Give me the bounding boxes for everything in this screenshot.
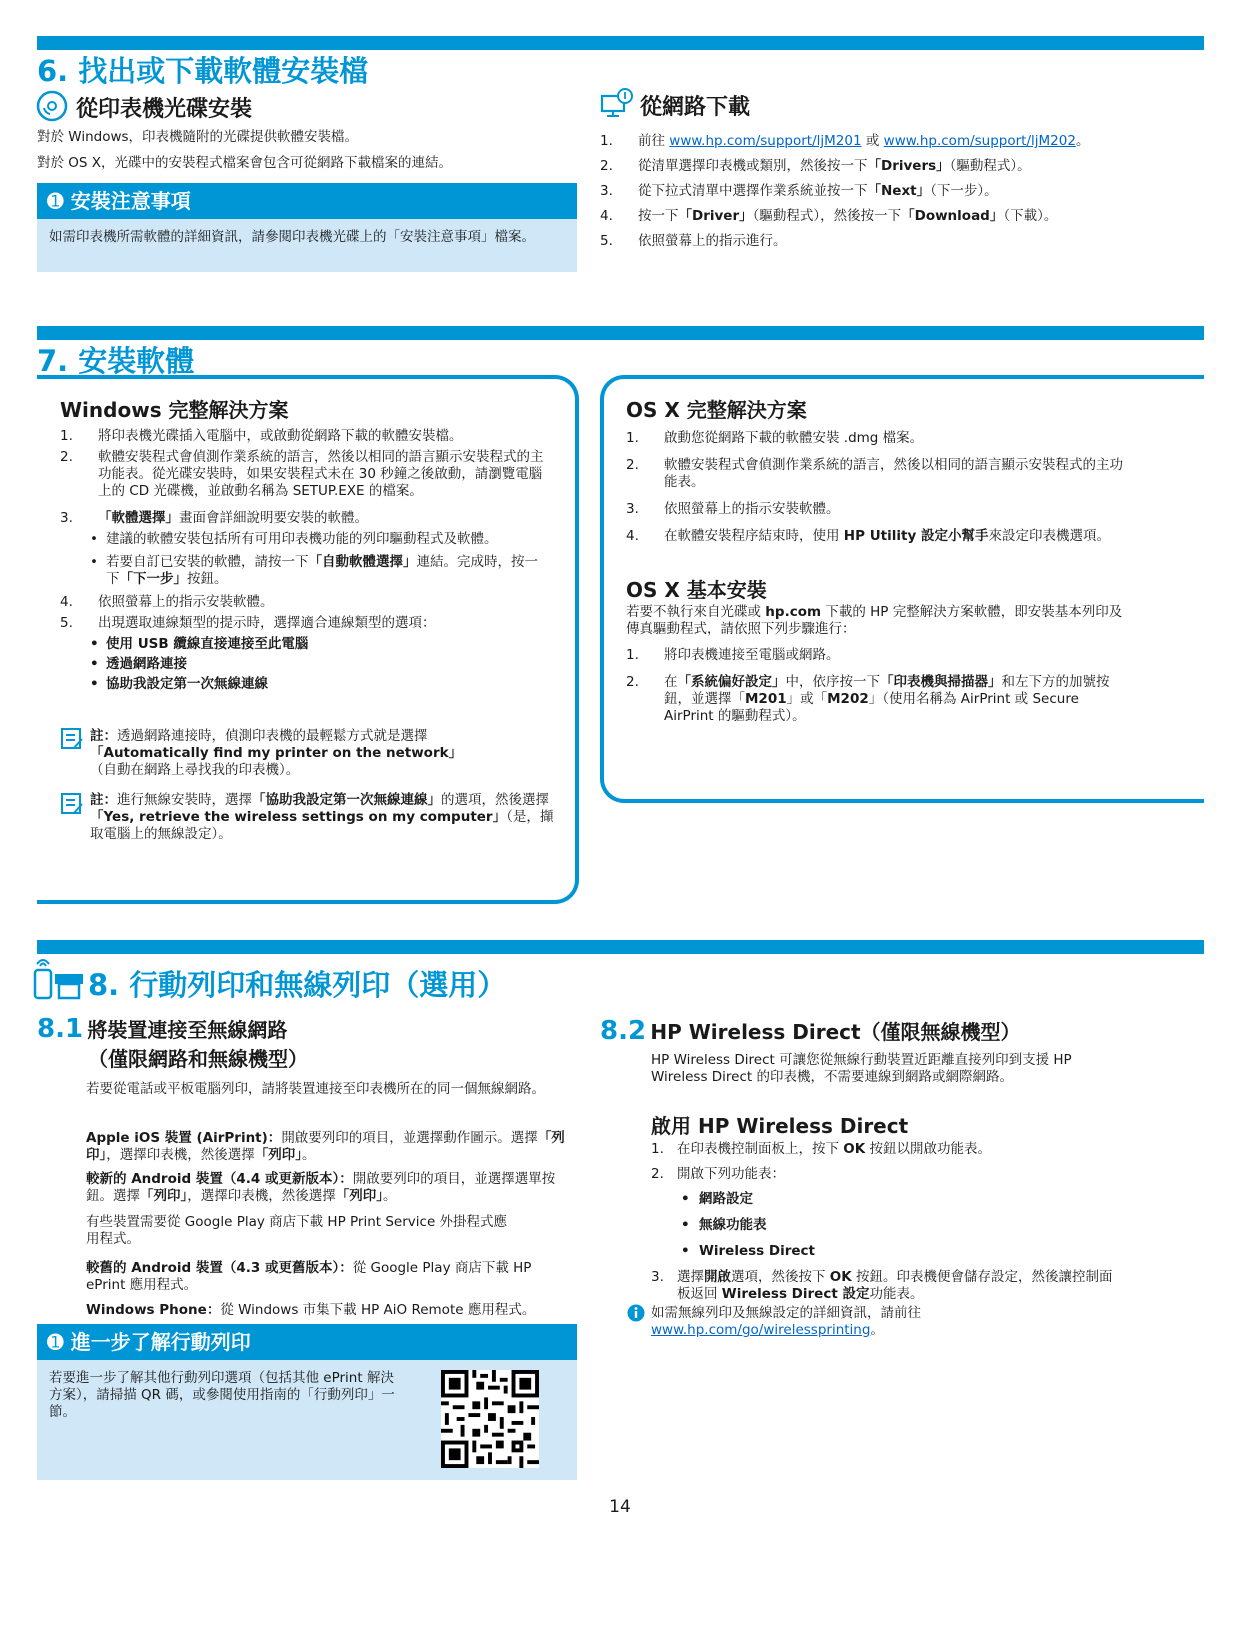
learn-mobile-body: 若要進一步了解其他行動列印選項（包括其他 ePrint 解決方案），請掃描 QR 碼，或參閱使用指南的「行動列印」一節。 bbox=[37, 1360, 577, 1480]
windows-steps bbox=[60, 428, 550, 696]
menu-network-setup: • 網路設定 bbox=[681, 1191, 753, 1207]
list-item: 5. 依照螢幕上的指示進行。 bbox=[600, 233, 787, 249]
info-icon bbox=[627, 1304, 645, 1322]
list-item: 4. 按一下「Driver」（驅動程式），然後按一下「Download」（下載）。 bbox=[600, 208, 1058, 224]
s81-windows-phone: Windows Phone：從 Windows 市集下載 HP AiO Remote 應用程式。 bbox=[86, 1302, 536, 1318]
osx-basic-steps bbox=[626, 647, 1126, 735]
section-8-1-subheading: （僅限網路和無線機型） bbox=[88, 1047, 308, 1071]
windows-note-1: 註：透過網路連接時，偵測印表機的最輕鬆方式就是選擇 「Automatically find my printer on the network」 （自動在網路上尋找我的印表機）。 bbox=[90, 728, 463, 778]
qr-code[interactable] bbox=[441, 1370, 539, 1468]
section-8-bar bbox=[37, 940, 1204, 954]
list-item: 2. 開啟下列功能表： bbox=[651, 1166, 785, 1182]
list-item: • 建議的軟體安裝包括所有可用印表機功能的列印驅動程式及軟體。 bbox=[90, 531, 498, 547]
windows-heading: Windows 完整解決方案 bbox=[60, 398, 289, 422]
cd-line-1: 對於 Windows，印表機隨附的光碟提供軟體安裝檔。 bbox=[37, 129, 359, 145]
install-notes-body: 如需印表機所需軟體的詳細資訊，請參閱印表機光碟上的「安裝注意事項」檔案。 bbox=[37, 219, 577, 272]
page-number: 14 bbox=[609, 1497, 631, 1517]
connection-option-network: • 透過網路連接 bbox=[90, 656, 187, 672]
note-icon bbox=[60, 792, 86, 816]
section-6-title: 6. 找出或下載軟體安裝檔 bbox=[37, 54, 369, 88]
list-item: 3. 選擇開啟選項，然後按下 OK 按鈕。印表機便會儲存設定，然後讓控制面板返回 Wireless Direct 設定功能表。 bbox=[651, 1269, 1113, 1302]
section-8-title: 8. 行動列印和無線列印（選用） bbox=[88, 968, 507, 1002]
menu-wireless: • 無線功能表 bbox=[681, 1217, 767, 1233]
learn-mobile-header bbox=[37, 1324, 577, 1360]
list-item: 5. 出現選取連線類型的提示時，選擇適合連線類型的選項： bbox=[60, 615, 436, 631]
osx-steps bbox=[626, 430, 1126, 555]
mobile-wireless-icon bbox=[33, 954, 85, 1004]
section-8-2-heading: 8.2 HP Wireless Direct（僅限無線機型） bbox=[600, 1016, 1021, 1046]
wireless-direct-steps bbox=[651, 1141, 1121, 1313]
s82-intro: HP Wireless Direct 可讓您從無線行動裝置近距離直接列印到支援 HP Wireless Direct 的印表機，不需要連線到網路或網際網路。 bbox=[651, 1052, 1072, 1085]
menu-wireless-direct: • Wireless Direct bbox=[681, 1243, 815, 1259]
learn-mobile-title: 進一步了解行動列印 bbox=[70, 1330, 251, 1354]
list-item: 4. 在軟體安裝程序結束時，使用 HP Utility 設定小幫手來設定印表機選項。 bbox=[626, 528, 1110, 544]
section-7-bar bbox=[37, 326, 1204, 340]
install-notes-title: 安裝注意事項 bbox=[70, 189, 191, 213]
list-item: 3. 從下拉式清單中選擇作業系統並按一下「Next」（下一步）。 bbox=[600, 183, 998, 199]
computer-download-icon bbox=[600, 88, 636, 122]
list-item: 2. 軟體安裝程式會偵測作業系統的語言，然後以相同的語言顯示安裝程式的主功能表。 bbox=[626, 457, 1123, 490]
s81-android-new: 較新的 Android 裝置（4.4 或更新版本）：開啟要列印的項目，並選擇選單按鈕。選擇「列印」，選擇印表機，然後選擇「列印」。 bbox=[86, 1171, 556, 1204]
note-icon bbox=[60, 727, 86, 751]
info-icon: ➊ bbox=[47, 189, 64, 213]
list-item: • 若要自訂已安裝的軟體，請按一下「自動軟體選擇」連結。完成時，按一下「下一步」按鈕。 bbox=[90, 554, 538, 587]
list-item: 3. 依照螢幕上的指示安裝軟體。 bbox=[626, 501, 840, 517]
support-link-m201[interactable]: www.hp.com/support/ljM201 bbox=[669, 133, 862, 149]
list-item: 1. 將印表機連接至電腦或網路。 bbox=[626, 647, 840, 663]
connection-option-wireless: • 協助我設定第一次無線連線 bbox=[90, 676, 268, 692]
osx-basic-intro: 若要不執行來自光碟或 hp.com 下載的 HP 完整解決方案軟體，即安裝基本列印及傳真驅動程式，請依照下列步驟進行： bbox=[626, 604, 1123, 637]
list-item: 1. 將印表機光碟插入電腦中，或啟動從網路下載的軟體安裝檔。 bbox=[60, 428, 463, 444]
wireless-info: 如需無線列印及無線設定的詳細資訊，請前往 www.hp.com/go/wirelessprinting。 bbox=[651, 1305, 921, 1338]
cd-icon bbox=[36, 90, 68, 122]
osx-heading: OS X 完整解決方案 bbox=[626, 398, 807, 422]
wireless-printing-link[interactable]: www.hp.com/go/wirelessprinting bbox=[651, 1322, 871, 1338]
list-item: 2. 從清單選擇印表機或類別，然後按一下「Drivers」（驅動程式）。 bbox=[600, 158, 1031, 174]
s81-android-old: 較舊的 Android 裝置（4.3 或更舊版本）：從 Google Play 商店下載 HP ePrint 應用程式。 bbox=[86, 1260, 532, 1293]
connection-option-usb: • 使用 USB 纜線直接連接至此電腦 bbox=[90, 636, 309, 652]
list-item: 1. 啟動您從網路下載的軟體安裝 .dmg 檔案。 bbox=[626, 430, 924, 446]
list-item: 1. 在印表機控制面板上，按下 OK 按鈕以開啟功能表。 bbox=[651, 1141, 992, 1157]
list-item: 3. 「軟體選擇」畫面會詳細說明要安裝的軟體。 bbox=[60, 510, 368, 526]
cd-install-heading: 從印表機光碟安裝 bbox=[76, 97, 253, 122]
cd-line-2: 對於 OS X，光碟中的安裝程式檔案會包含可從網路下載檔案的連結。 bbox=[37, 155, 453, 171]
section-7-title: 7. 安裝軟體 bbox=[37, 344, 195, 378]
s81-plugin: 有些裝置需要從 Google Play 商店下載 HP Print Service 外掛程式應用程式。 bbox=[86, 1214, 508, 1247]
s81-ios: Apple iOS 裝置 (AirPrint)：開啟要列印的項目，並選擇動作圖示。選擇「列印」，選擇印表機，然後選擇「列印」。 bbox=[86, 1130, 565, 1163]
web-download-steps bbox=[600, 133, 1200, 260]
list-item: 2. 軟體安裝程式會偵測作業系統的語言，然後以相同的語言顯示安裝程式的主功能表。從光碟安裝時，如果安裝程式未在 30 秒鐘之後啟動，請瀏覽電腦上的 CD 光碟機，並啟動名稱為 SETUP.EXE 的檔案。 bbox=[60, 449, 544, 499]
support-link-m202[interactable]: www.hp.com/support/ljM202 bbox=[883, 133, 1076, 149]
web-download-heading: 從網路下載 bbox=[640, 95, 751, 120]
list-item: 4. 依照螢幕上的指示安裝軟體。 bbox=[60, 594, 274, 610]
section-6-bar bbox=[37, 36, 1204, 50]
osx-basic-heading: OS X 基本安裝 bbox=[626, 578, 767, 602]
section-8-1-heading: 8.1 將裝置連接至無線網路 bbox=[37, 1014, 288, 1044]
enable-wireless-direct-heading: 啟用 HP Wireless Direct bbox=[651, 1114, 909, 1138]
info-icon: ➊ bbox=[47, 1330, 64, 1354]
s81-intro: 若要從電話或平板電腦列印，請將裝置連接至印表機所在的同一個無線網路。 bbox=[86, 1081, 545, 1097]
windows-note-2: 註：進行無線安裝時，選擇「協助我設定第一次無線連線」的選項，然後選擇「Yes, retrieve the wireless settings on my computer」（是，擷取電腦上的無線設定）。 bbox=[90, 792, 554, 842]
list-item: 2. 在「系統偏好設定」中，依序按一下「印表機與掃描器」和左下方的加號按鈕，並選擇「M201」或「M202」（使用名稱為 AirPrint 或 Secure AirPrint 的驅動程式）。 bbox=[626, 674, 1110, 724]
install-notes-header bbox=[37, 183, 577, 219]
list-item: 1. 前往 www.hp.com/support/ljM201 或 www.hp.com/support/ljM202。 bbox=[600, 133, 1090, 149]
